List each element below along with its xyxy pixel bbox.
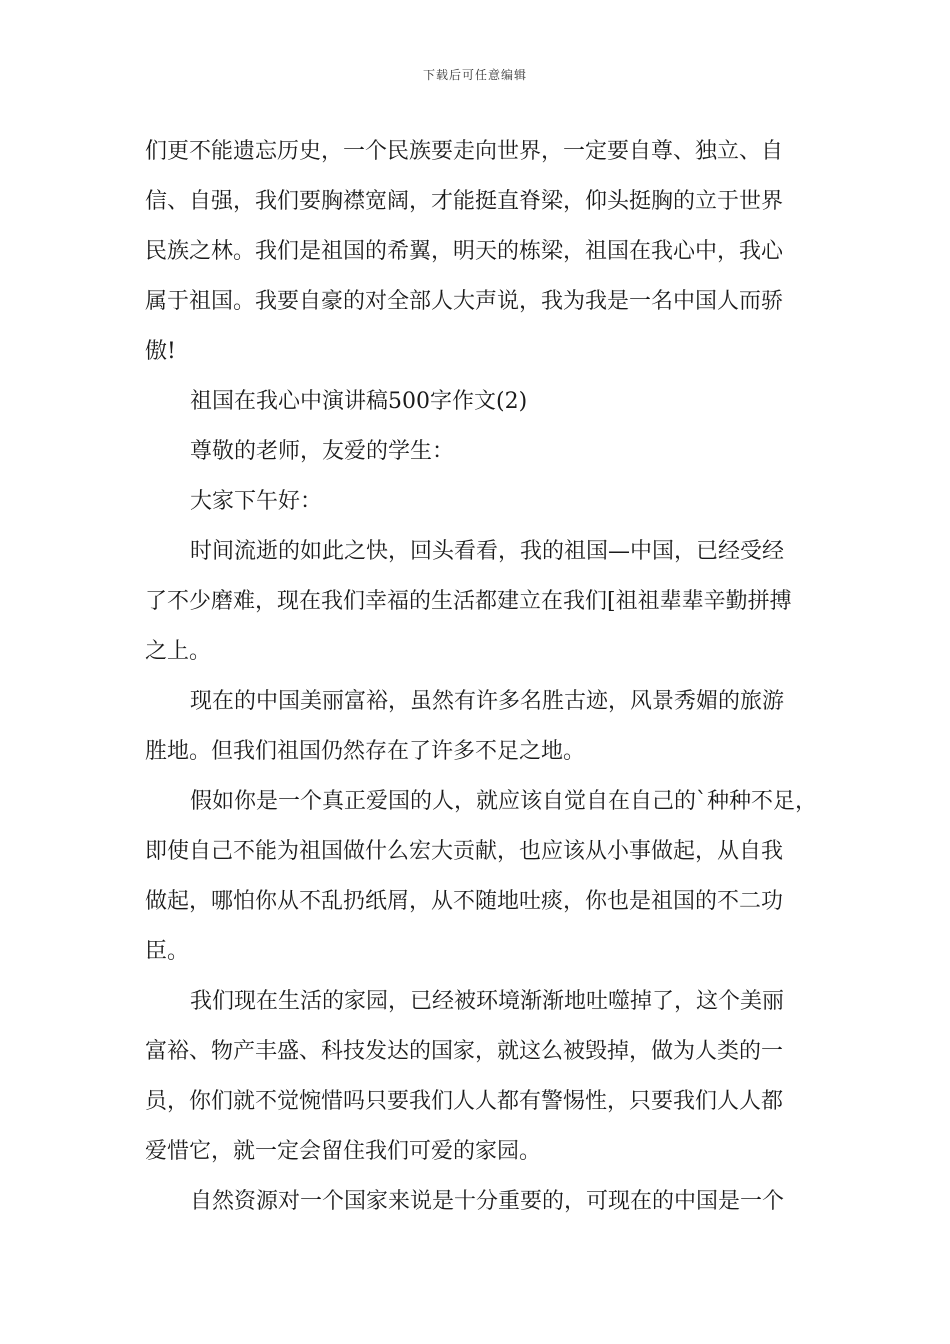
text-line: 臣。: [145, 939, 190, 964]
text-line: 之上。: [145, 639, 212, 664]
text-line: 员，你们就不觉惋惜吗只要我们人人都有警惕性，只要我们人人都: [145, 1089, 784, 1114]
text-line: 做起，哪怕你从不乱扔纸屑，从不随地吐痰，你也是祖国的不二功: [145, 889, 784, 914]
text-line: 们更不能遗忘历史，一个民族要走向世界，一定要自尊、独立、自: [145, 139, 784, 164]
text-line: 属于祖国。我要自豪的对全部人大声说，我为我是一名中国人而骄: [145, 289, 784, 314]
text-line: 了不少磨难，现在我们幸福的生活都建立在我们[祖祖辈辈辛勤拼搏: [145, 589, 792, 614]
text-line: 傲!: [145, 339, 176, 364]
paragraph-start: 假如你是一个真正爱国的人，就应该自觉自在自己的`种种不足，: [190, 789, 818, 814]
salutation: 尊敬的老师，友爱的学生：: [190, 439, 455, 464]
text-line: 富裕、物产丰盛、科技发达的国家，就这么被毁掉，做为人类的一: [145, 1039, 784, 1064]
text-line: 爱惜它，就一定会留住我们可爱的家园。: [145, 1139, 542, 1164]
page-header-note: 下载后可任意编辑: [422, 68, 527, 82]
paragraph-start: 自然资源对一个国家来说是十分重要的，可现在的中国是一个: [190, 1189, 785, 1214]
text-line: 即使自己不能为祖国做什么宏大贡献，也应该从小事做起，从自我: [145, 839, 784, 864]
paragraph-start: 现在的中国美丽富裕，虽然有许多名胜古迹，风景秀媚的旅游: [190, 689, 785, 714]
text-line: 信、自强，我们要胸襟宽阔，才能挺直脊梁，仰头挺胸的立于世界: [145, 189, 784, 214]
text-line: 民族之林。我们是祖国的希翼，明天的栋梁，祖国在我心中，我心: [145, 239, 784, 264]
paragraph-start: 时间流逝的如此之快，回头看看，我的祖国—中国，已经受经: [190, 539, 785, 564]
text-line: 胜地。但我们祖国仍然存在了许多不足之地。: [145, 739, 586, 764]
section-title: 祖国在我心中演讲稿500字作文(2): [190, 389, 528, 414]
document-body: [145, 127, 818, 1227]
greeting: 大家下午好：: [190, 489, 323, 514]
paragraph-start: 我们现在生活的家园，已经被环境渐渐地吐噬掉了，这个美丽: [190, 989, 785, 1014]
